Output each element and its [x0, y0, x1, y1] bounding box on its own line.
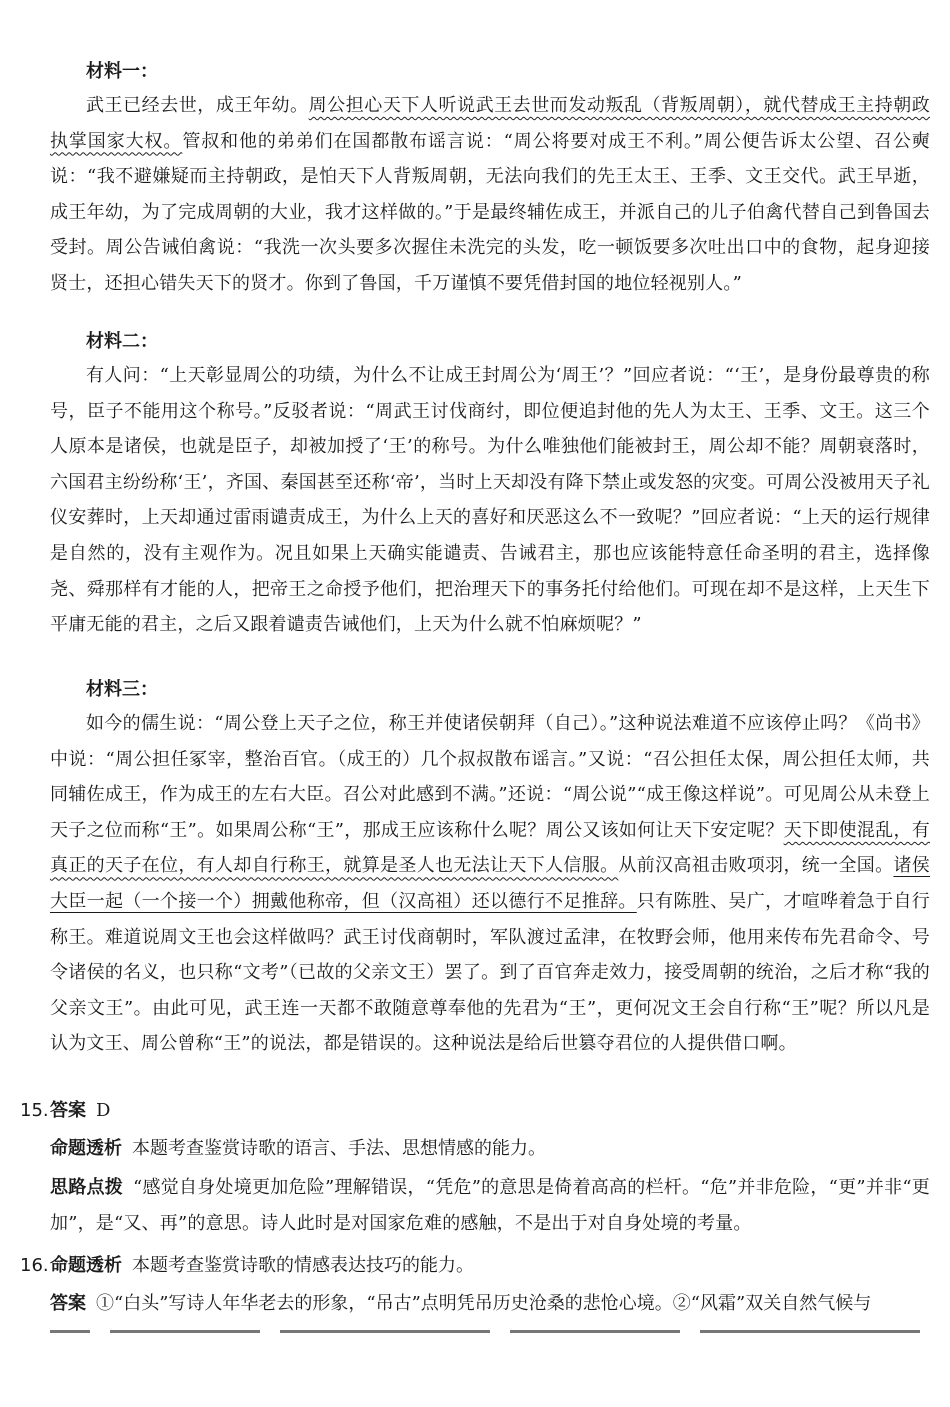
q16-intent-row [50, 1250, 930, 1282]
cut-line-fragment [700, 1330, 920, 1333]
q15-answer-row [50, 1095, 930, 1127]
material-one-intro: 武王已经去世，成王年幼。 [86, 95, 309, 116]
material-three-title: 材料三： [86, 679, 158, 700]
q15-hint-row [50, 1170, 930, 1241]
material-three-part2: 从前汉高祖击败项羽，统一全国。 [618, 855, 894, 877]
q16-answer-text: ①“白头”写诗人年华老去的形象，“吊古”点明凭吊历史沧桑的悲怆心境。②“风霜”双关自然气候与 [96, 1293, 872, 1314]
q15-answer-value: D [96, 1100, 111, 1121]
q15-number: 15. [20, 1100, 49, 1121]
q15-answer-label: 答案 [50, 1100, 86, 1121]
q16-intent-label: 命题透析 [50, 1255, 122, 1276]
material-one-rest: 管叔和他的弟弟们在国都散布谣言说：“周公将要对成王不利。”周公便告诉太公望、召公奭说：“我不避嫌疑而主持朝政，是怕天下人背叛周朝，无法向我们的先王太王、王季、文王交代。武王早逝，成王年幼，为了完成周朝的大业，我才这样做的。”于是最终辅佐成王，并派自己的儿子伯禽代替自己到鲁国去受封。周公告诫伯禽说：“我洗一次头要多次握住未洗完的头发，吃一顿饭要多次吐出口中的食物，起身迎接贤士，还担心错失天下的贤才。你到了鲁国，千万谨慎不要凭借封国的地位轻视别人。” [50, 130, 930, 294]
q15-intent-label: 命题透析 [50, 1138, 122, 1159]
material-one-title: 材料一： [86, 61, 158, 82]
cut-off-text-fragment [50, 1322, 930, 1338]
q16-intent-text: 本题考查鉴赏诗歌的情感表达技巧的能力。 [132, 1255, 474, 1276]
material-two-title: 材料二： [86, 331, 158, 352]
material-three-underlined-sentence: 诸侯大臣一起（一个接一个）拥戴他称帝，但（汉高祖）还以德行不足推辞。 [50, 855, 931, 912]
q15-intent-text: 本题考查鉴赏诗歌的语言、手法、思想情感的能力。 [132, 1138, 546, 1159]
q16-answer-label: 答案 [50, 1293, 86, 1314]
cut-line-fragment [280, 1330, 490, 1333]
material-one-text [50, 88, 930, 302]
q16-number: 16. [20, 1255, 49, 1276]
cut-line-fragment [510, 1330, 680, 1333]
q15-hint-label: 思路点拨 [50, 1177, 124, 1198]
material-three-text [50, 706, 930, 1062]
material-one-wavy-sentence: 周公担心天下人听说武王去世而发动叛乱（背叛周朝），就代替成王主持朝政执掌国家大权。 [50, 95, 931, 152]
q16-answer-row [50, 1288, 930, 1320]
material-two-text: 有人问：“上天彰显周公的功绩，为什么不让成王封周公为‘周王’？”回应者说：“‘王’，是身份最尊贵的称号，臣子不能用这个称号。”反驳者说：“周武王讨伐商纣，即位便追封他的先人为太王、王季、文王。这三个人原本是诸侯，也就是臣子，却被加授了‘王’的称号。为什么唯独他们能被封王，周公却不能？周朝衰落时，六国君主纷纷称‘王’，齐国、秦国甚至还称‘帝’，当时上天却没有降下禁止或发怒的灾变。可周公没被用天子礼仪安葬时，上天却通过雷雨谴责成王，为什么上天的喜好和厌恶这么不一致呢？”回应者说：“上天的运行规律是自然的，没有主观作为。况且如果上天确实能谴责、告诫君主，那也应该能特意任命圣明的君主，选择像尧、舜那样有才能的人，把帝王之命授予他们，把治理天下的事务托付给他们。可现在却不是这样，上天生下平庸无能的君主，之后又跟着谴责告诫他们，上天为什么就不怕麻烦呢？” [50, 365, 930, 636]
material-three-part3: 只有陈胜、吴广，才喧哗着急于自行称王。难道说周文王也会这样做吗？武王讨伐商朝时，军队渡过孟津，在牧野会师，他用来传布先君命令、号令诸侯的名义，也只称“文考”（已故的父亲文王）罢了。到了百官奔走效力，接受周朝的统治，之后才称“我的父亲文王”。由此可见，武王连一天都不敢随意尊奉他的先君为“王”，更何况文王会自行称“王”呢？所以凡是认为文王、周公曾称“王”的说法，都是错误的。这种说法是给后世篡夺君位的人提供借口啊。 [50, 890, 930, 1055]
q15-intent-row [50, 1133, 930, 1165]
material-three-part1: 如今的儒生说：“周公登上天子之位，称王并使诸侯朝拜（自己）。”这种说法难道不应该停止吗？《尚书》中说：“周公担任冢宰，整治百官。（成王的）几个叔叔散布谣言。”又说：“召公担任太保，周公担任太师，共同辅佐成王，作为成王的左右大臣。召公对此感到不满。”还说：“周公说”“成王像这样说”。可见周公从未登上天子之位而称“王”。如果周公称“王”，那成王应该称什么呢？周公又该如何让天下安定呢？ [50, 713, 930, 841]
cut-line-fragment [50, 1330, 90, 1333]
q15-hint-text: “感觉自身处境更加危险”理解错误，“凭危”的意思是倚着高高的栏杆。“危”并非危险，“更”并非“更加”，是“又、再”的意思。诗人此时是对国家危难的感触，不是出于对自身处境的考量。 [50, 1177, 930, 1234]
cut-line-fragment [110, 1330, 260, 1333]
material-three-wavy-sentence: 天下即使混乱，有真正的天子在位，有人却自行称王，就算是圣人也无法让天下人信服。 [50, 819, 930, 877]
